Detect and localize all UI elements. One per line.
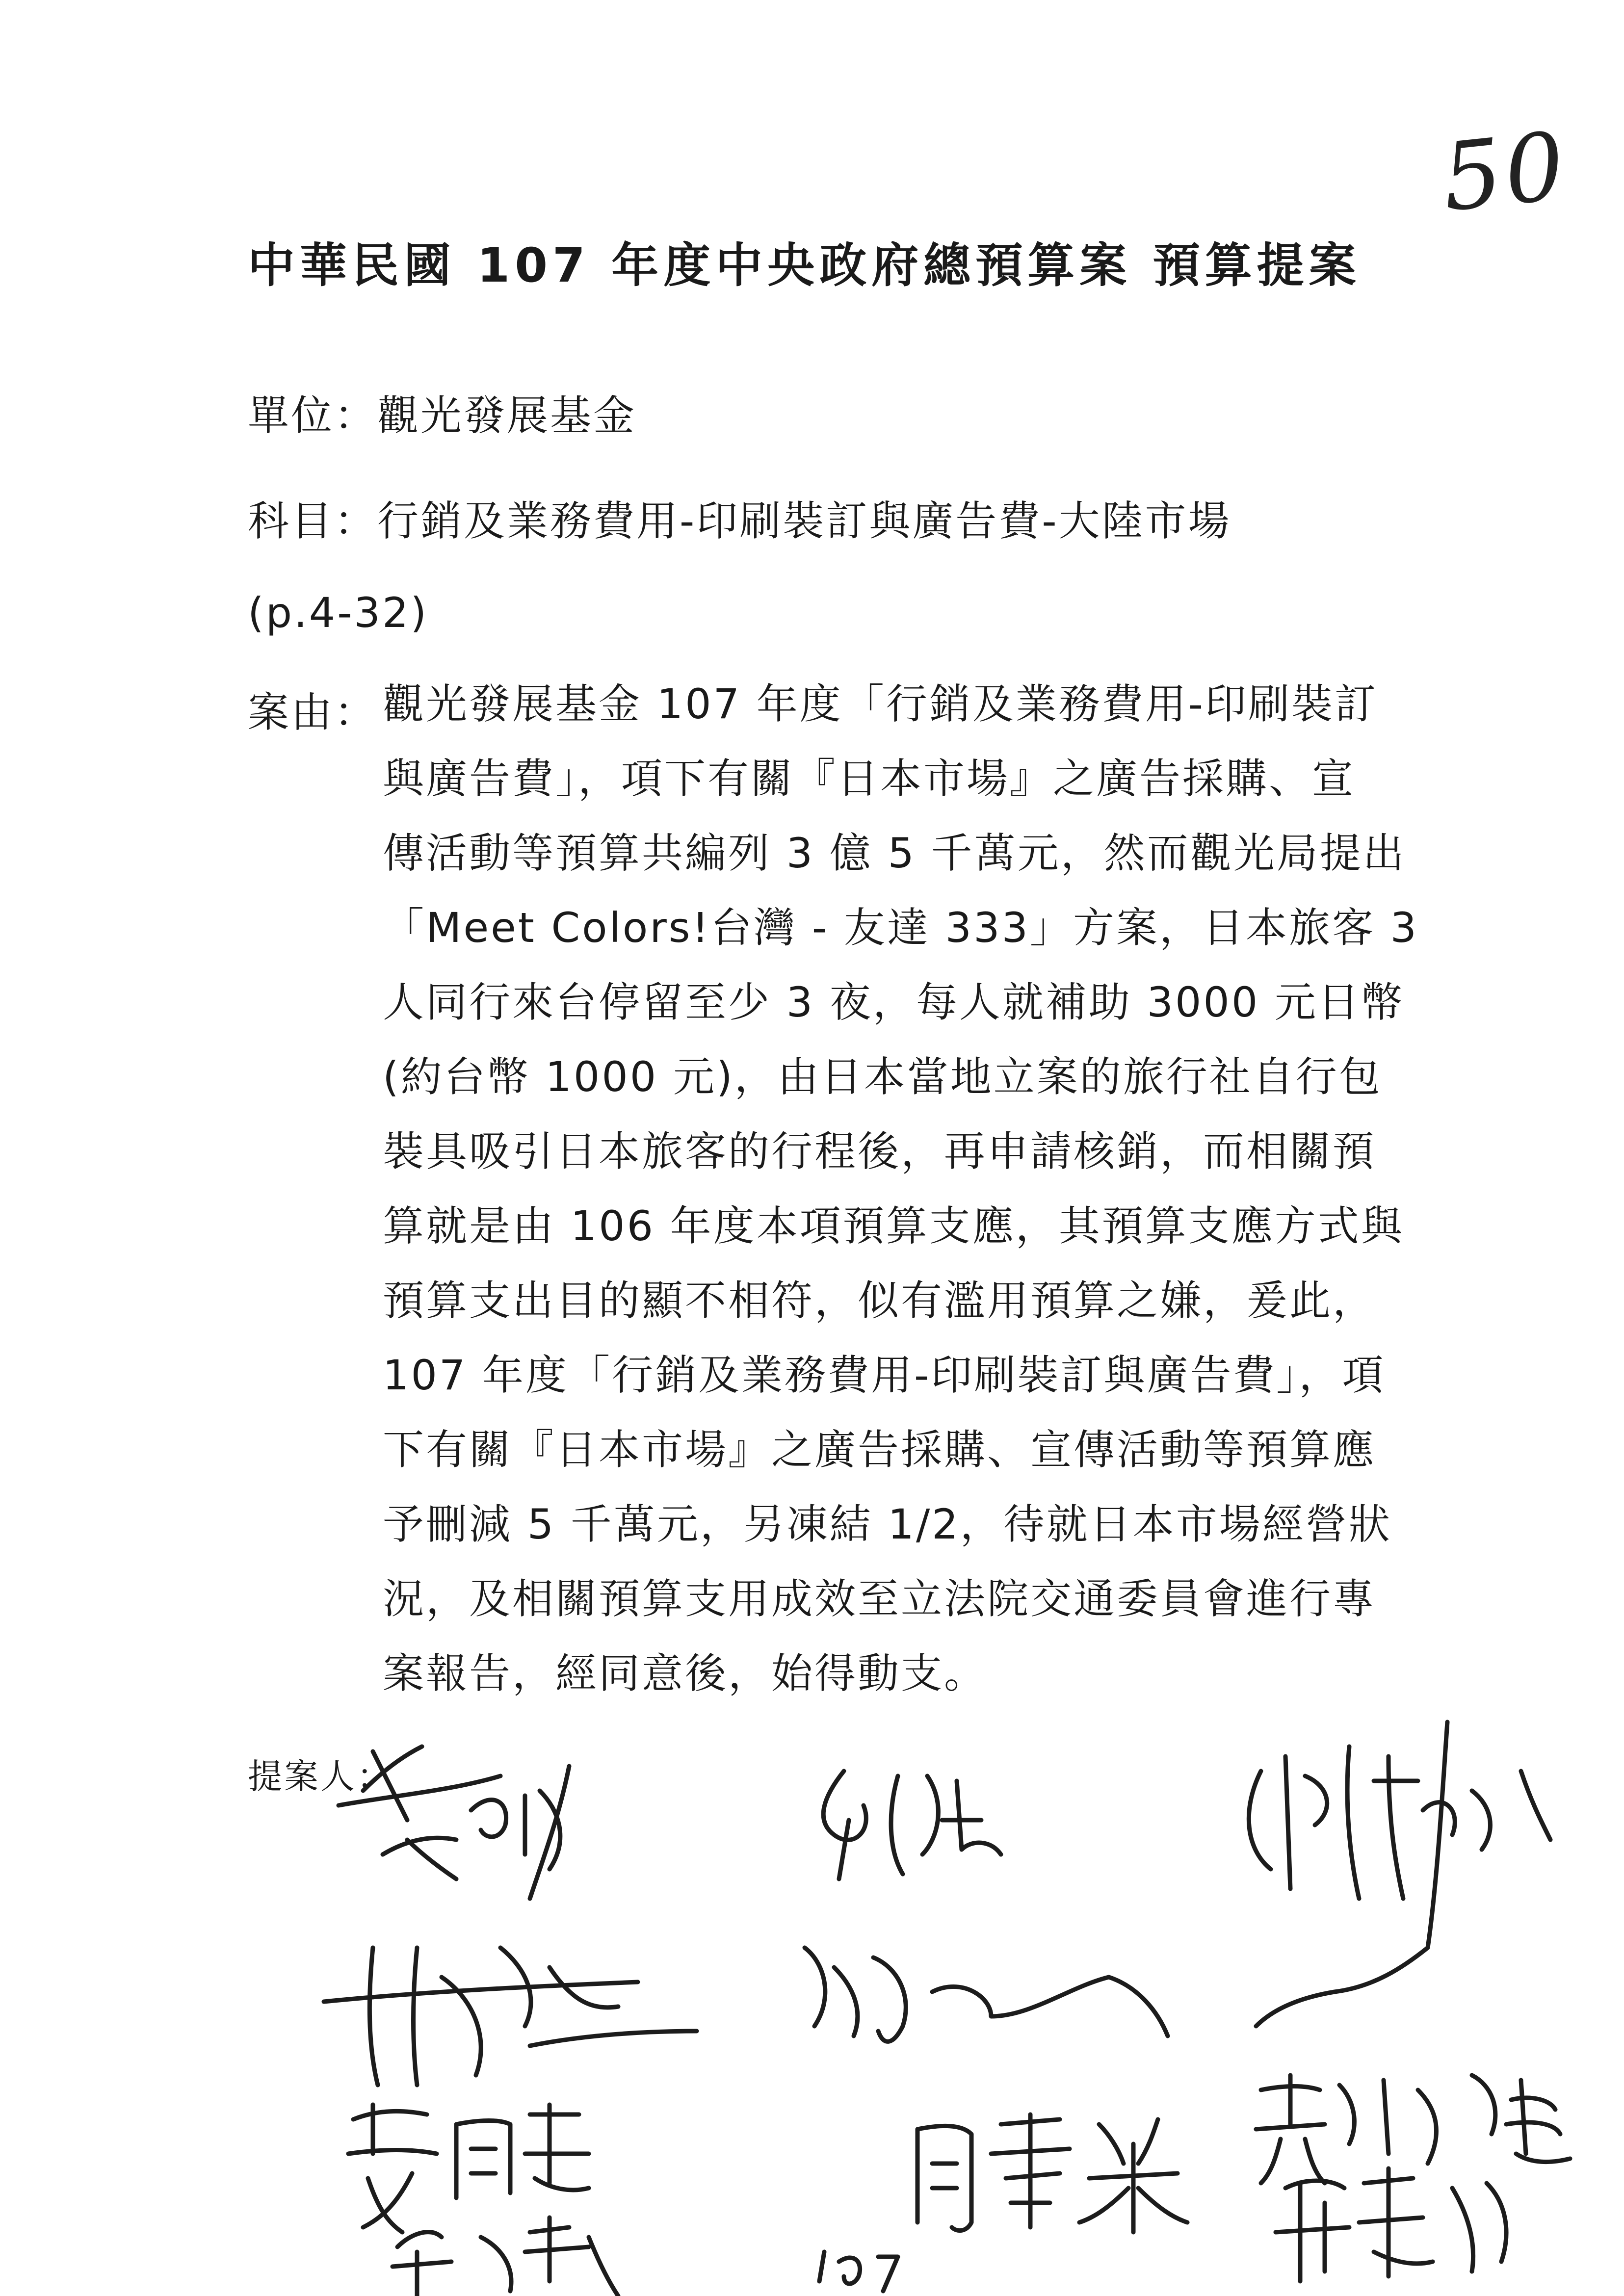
reason-label: 案由：: [248, 688, 378, 736]
reason-line: 人同行來台停留至少 3 夜，每人就補助 3000 元日幣: [383, 978, 1405, 1026]
signature-1: [339, 1747, 500, 1879]
handwritten-page-number: 50: [1437, 111, 1572, 233]
reason-line: 裝具吸引日本旅客的行程後，再申請核銷，而相關預: [383, 1127, 1376, 1175]
reason-line: 傳活動等預算共編列 3 億 5 千萬元，然而觀光局提出: [383, 829, 1406, 877]
reason-line: 觀光發展基金 107 年度「行銷及業務費用-印刷裝訂: [383, 680, 1378, 728]
signature-5: [805, 1948, 1168, 2041]
reason-line: 案報告，經同意後，始得動支。: [383, 1649, 988, 1697]
reason-line: 況，及相關預算支用成效至立法院交通委員會進行專: [383, 1575, 1376, 1623]
signature-8b: [1079, 2119, 1187, 2232]
signature-10: [1276, 2168, 1506, 2281]
signature-scribbles: [294, 1693, 1619, 2296]
page-reference: (p.4-32): [248, 589, 429, 637]
signature-6: [348, 2105, 437, 2232]
signature-9b: [1472, 2075, 1570, 2162]
subject-line: 科目：行銷及業務費用-印刷裝訂與廣告費-大陸市場: [248, 497, 1231, 545]
signature-3: [1249, 1747, 1550, 1899]
proposer-label: 提案人：: [248, 1756, 393, 1797]
reason-line: (約台幣 1000 元)，由日本當地立案的旅行社自行包: [383, 1053, 1382, 1101]
reason-line: 下有關『日本市場』之廣告採購、宣傳活動等預算應: [383, 1426, 1376, 1474]
signature-4: [324, 1948, 697, 2085]
reason-line: 107 年度「行銷及業務費用-印刷裝訂與廣告費」，項: [383, 1351, 1386, 1399]
unit-line: 單位：觀光發展基金: [248, 391, 637, 440]
signature-8: [917, 2114, 1070, 2231]
page-tally: [819, 2252, 898, 2291]
reason-body: [383, 679, 1419, 1723]
signature-2: [823, 1771, 1001, 1879]
signature-1b: [471, 1766, 569, 1899]
signature-9: [1256, 2075, 1436, 2183]
reason-line: 預算支出目的顯不相符，似有濫用預算之嫌，爰此，: [383, 1277, 1376, 1325]
reason-line: 「Meet Colors!台灣 - 友達 333」方案，日本旅客 3: [383, 904, 1419, 952]
reason-line: 與廣告費」，項下有關『日本市場』之廣告採購、宣: [383, 755, 1356, 803]
signature-6b: [456, 2105, 589, 2198]
reason-line: 算就是由 106 年度本項預算支應，其預算支應方式與: [383, 1202, 1404, 1250]
reason-line: 予刪減 5 千萬元，另凍結 1/2，待就日本市場經營狀: [383, 1500, 1392, 1548]
signature-7: [393, 2218, 618, 2296]
handwritten-signatures: [294, 1693, 1619, 2296]
document-title: 中華民國 107 年度中央政府總預算案 預算提案: [248, 238, 1361, 293]
